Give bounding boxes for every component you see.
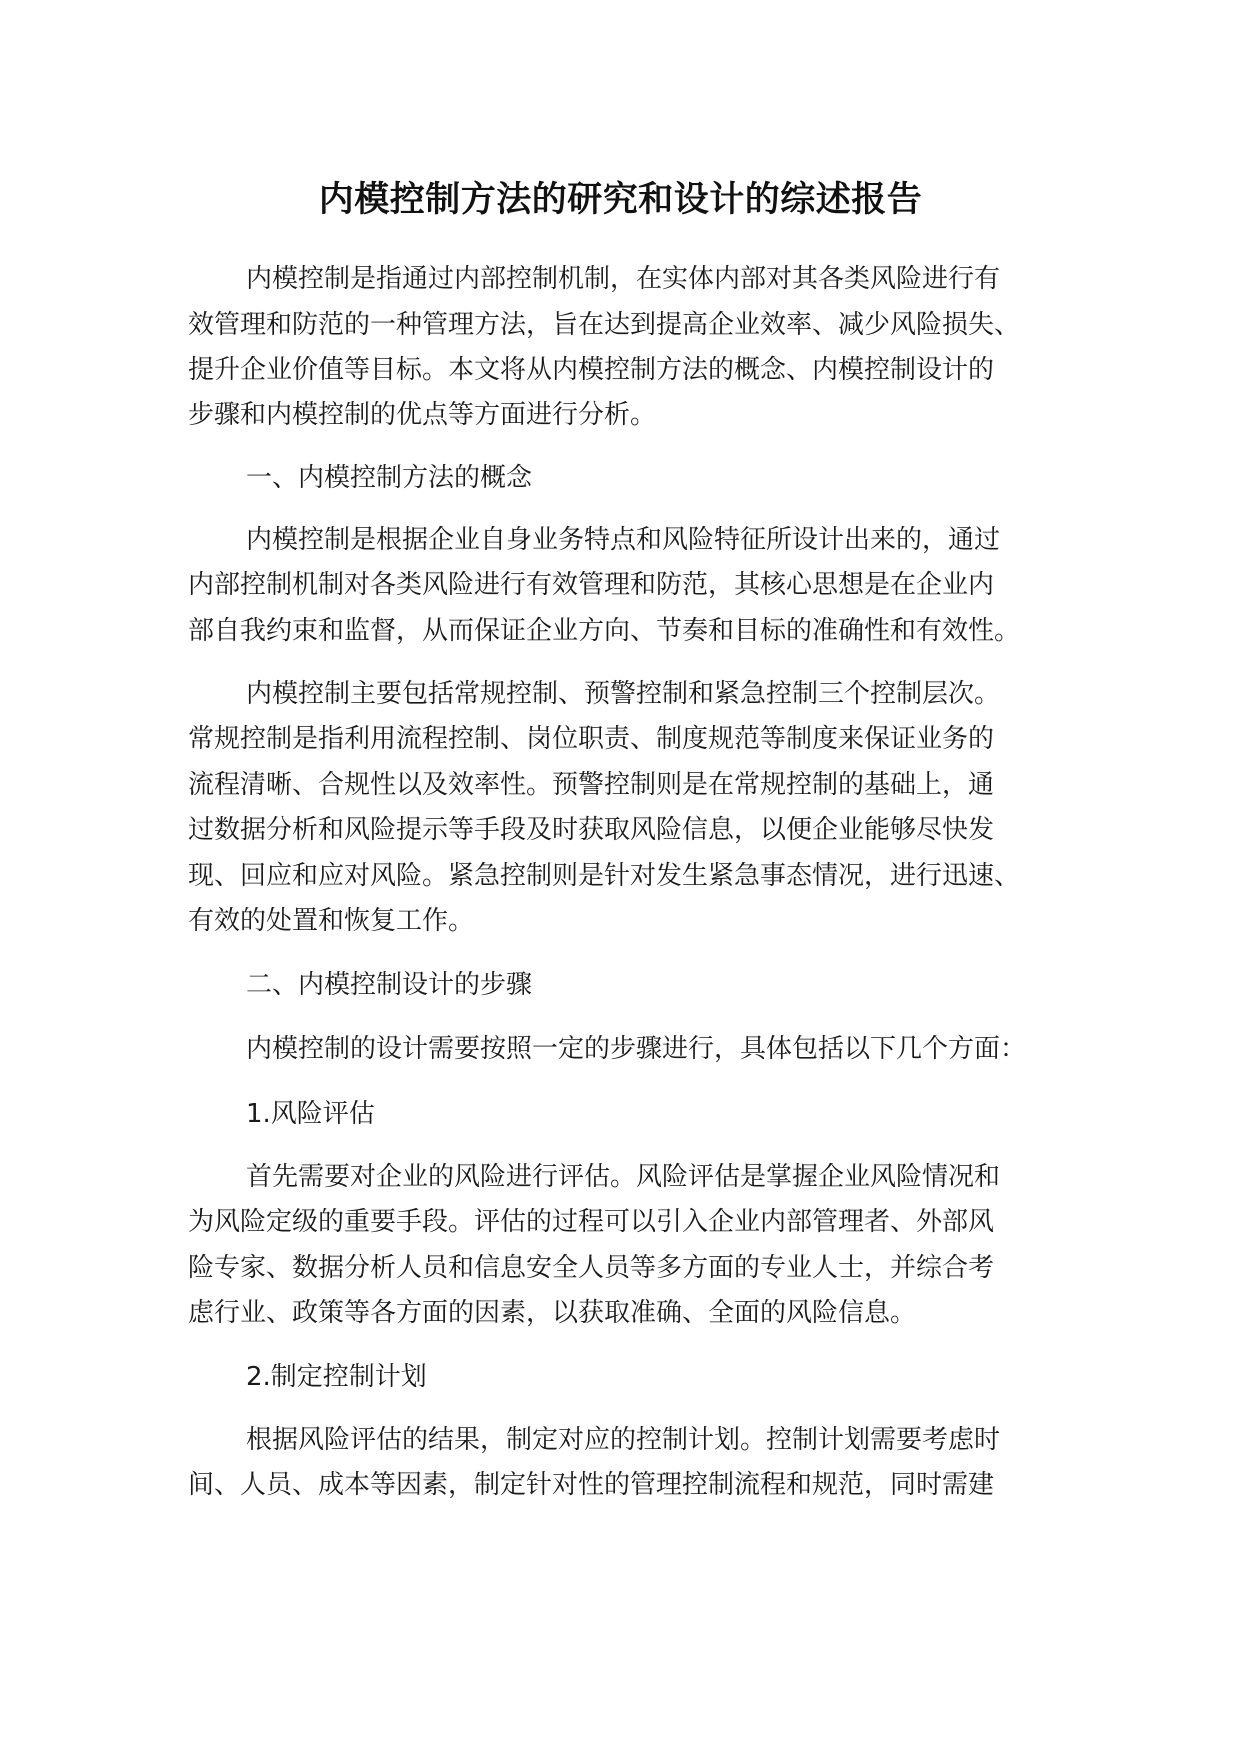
text-line: 内模控制主要包括常规控制、预警控制和紧急控制三个控制层次。 xyxy=(246,679,1001,709)
subsection-heading: 1.风险评估 xyxy=(246,1099,375,1129)
text-line: 虑行业、政策等各方面的因素，以获取准确、全面的风险信息。 xyxy=(188,1298,917,1328)
text-line: 提升企业价值等目标。本文将从内模控制方法的概念、内模控制设计的 xyxy=(188,355,995,385)
text-line: 为风险定级的重要手段。评估的过程可以引入企业内部管理者、外部风 xyxy=(188,1207,995,1237)
text-line: 常规控制是指利用流程控制、岗位职责、制度规范等制度来保证业务的 xyxy=(188,724,995,754)
text-line: 有效的处置和恢复工作。 xyxy=(188,906,475,936)
text-line: 险专家、数据分析人员和信息安全人员等多方面的专业人士，并综合考 xyxy=(188,1253,995,1283)
text-line: 步骤和内模控制的优点等方面进行分析。 xyxy=(188,400,657,430)
text-line: 首先需要对企业的风险进行评估。风险评估是掌握企业风险情况和 xyxy=(246,1162,1001,1192)
text-line: 效管理和防范的一种管理方法，旨在达到提高企业效率、减少风险损失、 xyxy=(188,310,1021,340)
text-line: 内模控制的设计需要按照一定的步骤进行，具体包括以下几个方面： xyxy=(246,1034,1027,1064)
text-line: 根据风险评估的结果，制定对应的控制计划。控制计划需要考虑时 xyxy=(246,1425,1001,1455)
text-line: 内模控制是根据企业自身业务特点和风险特征所设计出来的，通过 xyxy=(246,525,1001,555)
subsection-heading: 2.制定控制计划 xyxy=(246,1362,427,1392)
text-line: 流程清晰、合规性以及效率性。预警控制则是在常规控制的基础上，通 xyxy=(188,770,995,800)
text-line: 过数据分析和风险提示等手段及时获取风险信息，以便企业能够尽快发 xyxy=(188,815,995,845)
text-line: 内模控制是指通过内部控制机制，在实体内部对其各类风险进行有 xyxy=(246,264,1001,294)
section-heading: 一、内模控制方法的概念 xyxy=(246,463,533,493)
text-line: 现、回应和应对风险。紧急控制则是针对发生紧急事态情况，进行迅速、 xyxy=(188,861,1021,891)
text-line: 内部控制机制对各类风险进行有效管理和防范，其核心思想是在企业内 xyxy=(188,570,995,600)
document-title: 内模控制方法的研究和设计的综述报告 xyxy=(318,180,923,220)
text-line: 间、人员、成本等因素，制定针对性的管理控制流程和规范，同时需建 xyxy=(188,1470,995,1500)
text-line: 部自我约束和监督，从而保证企业方向、节奏和目标的准确性和有效性。 xyxy=(188,616,1021,646)
section-heading: 二、内模控制设计的步骤 xyxy=(246,970,533,1000)
